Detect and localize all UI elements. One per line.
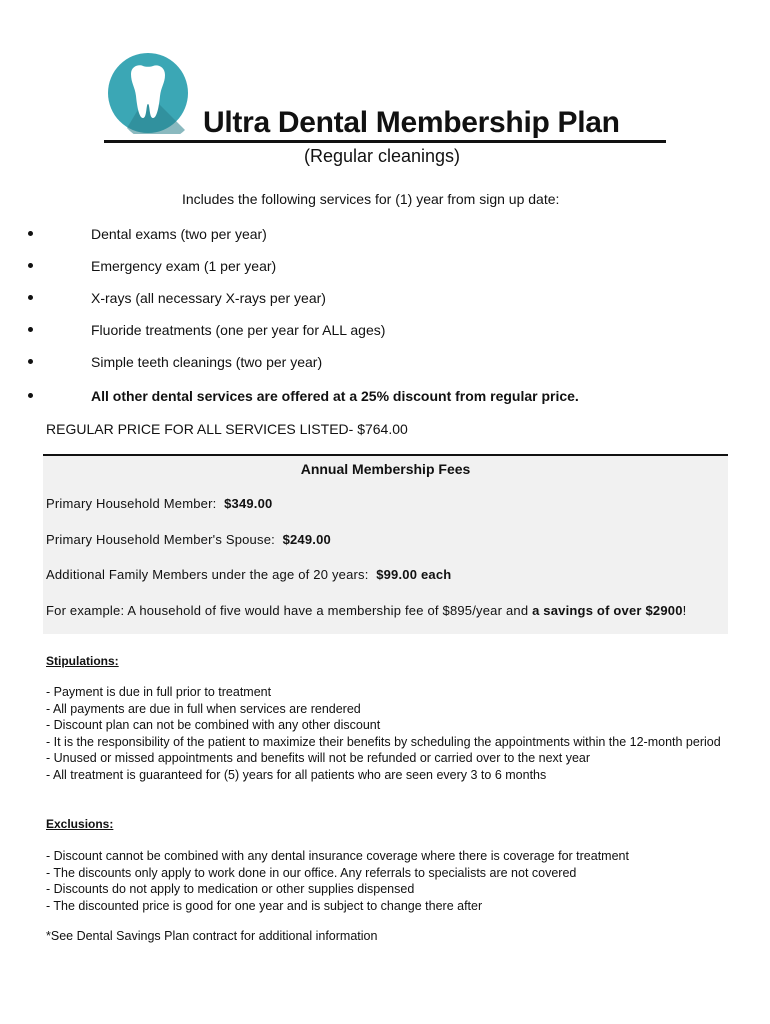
list-item <box>0 322 770 342</box>
bullet-icon <box>28 327 33 332</box>
list-item: - Unused or missed appointments and benefits will not be refunded or carried over to the next year <box>46 751 591 765</box>
fee-primary <box>46 496 272 511</box>
bullet-icon <box>28 359 33 364</box>
page-title: Ultra Dental Membership Plan <box>203 106 620 139</box>
service-text: All other dental services are offered at a 25% discount from regular price. <box>91 388 579 404</box>
list-item <box>0 290 770 310</box>
fee-family <box>46 567 451 582</box>
title-underline <box>104 140 666 143</box>
footnote: *See Dental Savings Plan contract for additional information <box>46 929 378 943</box>
list-item: - Discount cannot be combined with any dental insurance coverage where there is coverage for treatment <box>46 849 629 863</box>
fee-value: $99.00 each <box>376 567 452 582</box>
list-item: - The discounts only apply to work done in our office. Any referrals to specialists are not covered <box>46 865 577 880</box>
list-item <box>0 354 770 374</box>
list-item: - All payments are due in full when services are rendered <box>46 701 361 716</box>
service-text: Dental exams (two per year) <box>91 226 267 242</box>
example-savings: a savings of over $2900 <box>532 603 683 618</box>
page-subtitle <box>0 146 770 167</box>
list-item <box>0 258 770 278</box>
fee-label: Additional Family Members under the age of 20 years: <box>46 567 369 582</box>
fee-label: Primary Household Member: <box>46 496 217 511</box>
example-end: ! <box>682 603 687 618</box>
bullet-icon <box>28 393 33 398</box>
fee-label: Primary Household Member's Spouse: <box>46 532 275 547</box>
subtitle-text: (Regular cleanings) <box>303 146 461 166</box>
list-item: - It is the responsibility of the patient to maximize their benefits by scheduling the appointments within the 12-month period <box>46 734 721 749</box>
list-item: - The discounted price is good for one year and is subject to change there after <box>46 898 483 913</box>
service-text: Emergency exam (1 per year) <box>91 258 277 274</box>
tooth-logo-icon <box>107 52 189 134</box>
exclusions-list <box>46 848 726 914</box>
list-item <box>0 226 770 246</box>
fee-heading: Annual Membership Fees <box>300 461 471 477</box>
stipulations-list <box>46 684 726 783</box>
fee-value: $249.00 <box>282 532 331 547</box>
fee-value: $349.00 <box>224 496 273 511</box>
service-text: X-rays (all necessary X-rays per year) <box>91 290 326 306</box>
stipulations-heading: Stipulations: <box>46 654 119 668</box>
intro-text: Includes the following services for (1) year from sign up date: <box>182 191 560 207</box>
fee-spouse <box>46 532 331 547</box>
list-item <box>0 388 770 408</box>
list-item: - Discount plan can not be combined with any other discount <box>46 718 381 732</box>
fee-example <box>46 602 722 619</box>
example-text: For example: A household of five would have a membership fee of $895/year and <box>46 603 529 618</box>
regular-price: REGULAR PRICE FOR ALL SERVICES LISTED- $764.00 <box>46 421 408 437</box>
fee-box <box>43 454 728 634</box>
bullet-icon <box>28 295 33 300</box>
service-text: Simple teeth cleanings (two per year) <box>91 354 323 370</box>
list-item: - Payment is due in full prior to treatment <box>46 685 272 699</box>
list-item: - Discounts do not apply to medication or other supplies dispensed <box>46 882 415 896</box>
exclusions-heading: Exclusions: <box>46 817 114 831</box>
list-item: - All treatment is guaranteed for (5) years for all patients who are seen every 3 to 6 months <box>46 767 547 782</box>
bullet-icon <box>28 231 33 236</box>
bullet-icon <box>28 263 33 268</box>
service-text: Fluoride treatments (one per year for ALL ages) <box>91 322 386 338</box>
